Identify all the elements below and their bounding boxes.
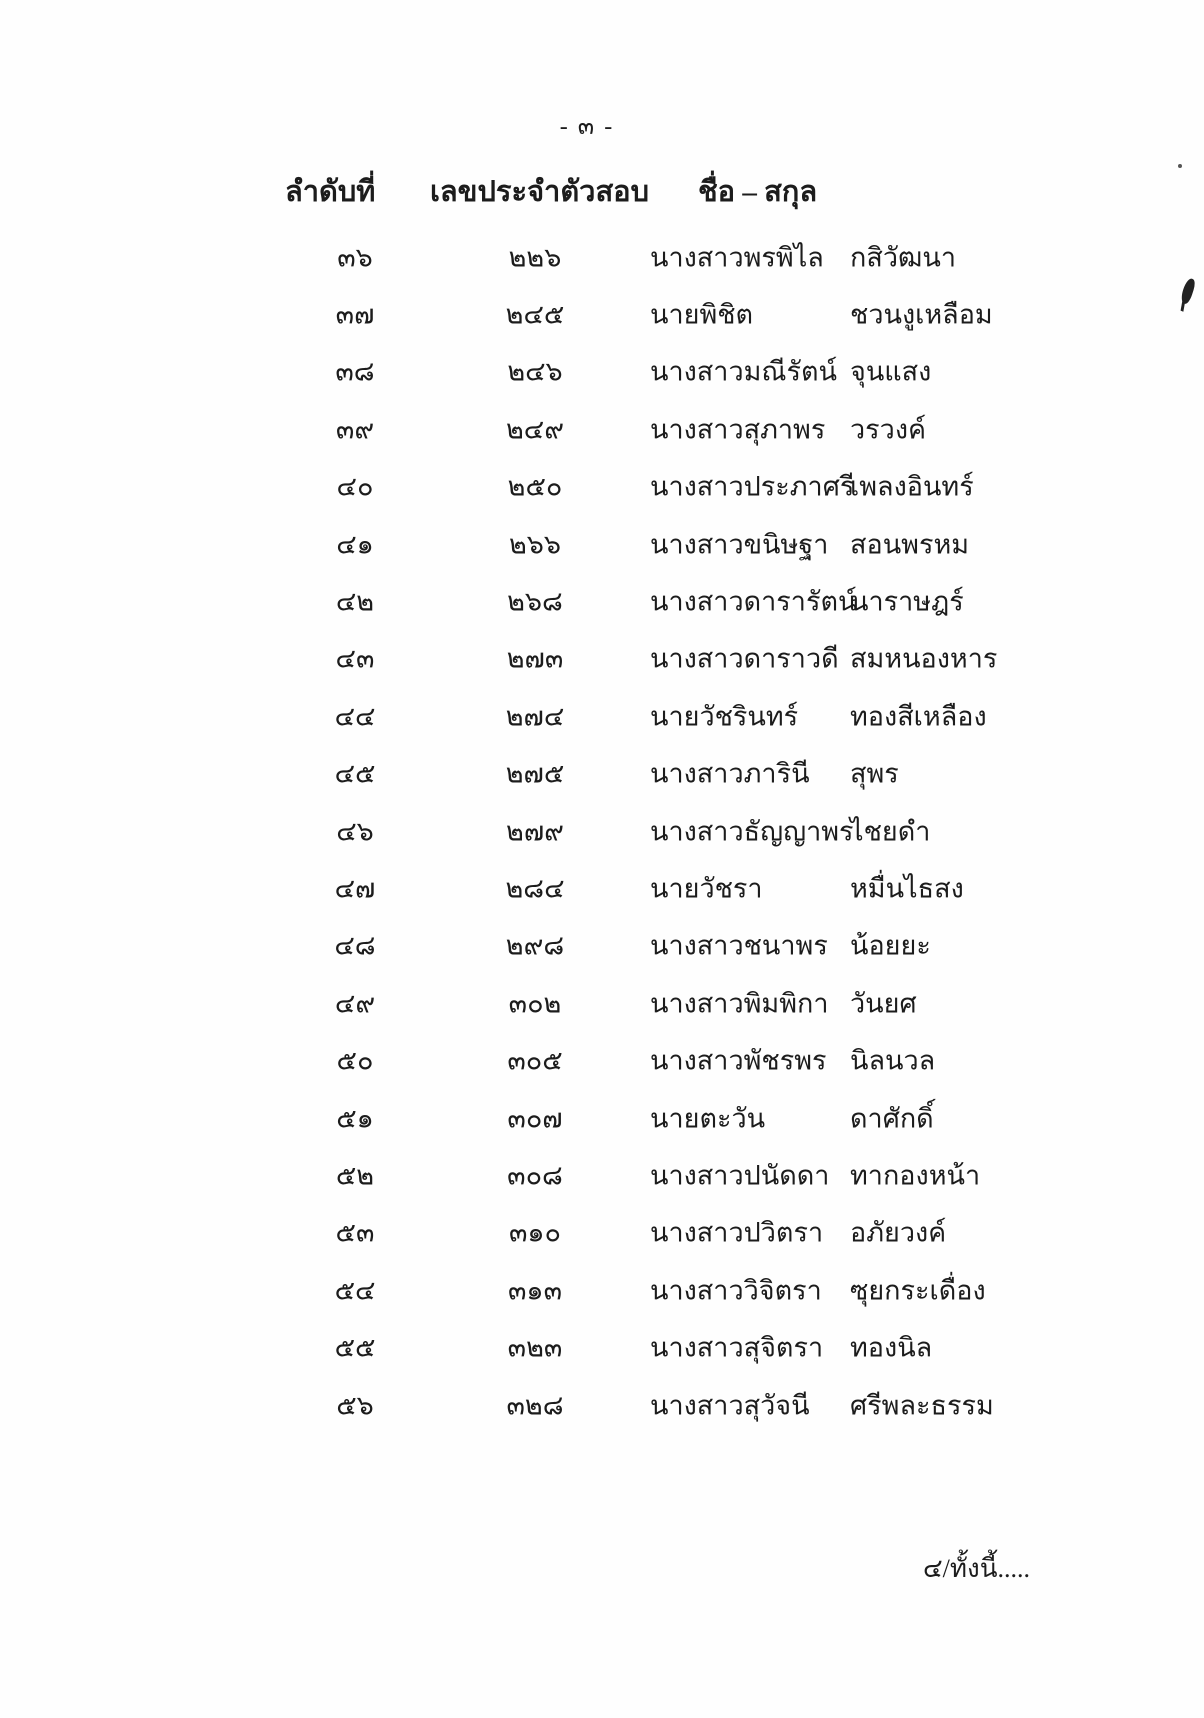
- first-name-cell: นางสาวชนาพร: [650, 930, 828, 961]
- table-row: [0, 802, 1204, 859]
- first-name-cell: นางสาวสุจิตรา: [650, 1332, 824, 1363]
- table-row: [0, 1204, 1204, 1261]
- last-name-cell: จุนแสง: [850, 356, 932, 387]
- last-name-cell: สมหนองหาร: [850, 643, 998, 674]
- first-name-cell: นางสาวดารารัตน์: [650, 586, 857, 617]
- exam-id-cell: ๒๗๓: [506, 643, 564, 674]
- exam-id-cell: ๒๘๔: [505, 873, 565, 904]
- table-row: [0, 1261, 1204, 1318]
- first-name-cell: นายวัชรา: [650, 873, 763, 904]
- table-row: [0, 1376, 1204, 1433]
- table-row: [0, 343, 1204, 400]
- last-name-cell: ทองนิล: [850, 1332, 933, 1363]
- exam-id-cell: ๒๖๘: [507, 586, 563, 617]
- exam-id-cell: ๒๔๖: [507, 356, 563, 387]
- seq-number-cell: ๔๒: [335, 586, 375, 617]
- table-row: [0, 630, 1204, 687]
- candidate-list: [0, 228, 1204, 1433]
- first-name-cell: นางสาวมณีรัตน์: [650, 356, 837, 387]
- table-row: [0, 974, 1204, 1031]
- seq-number-cell: ๔๔: [334, 701, 376, 732]
- table-row: [0, 1031, 1204, 1088]
- table-row: [0, 228, 1204, 285]
- first-name-cell: นางสาวปนัดดา: [650, 1160, 830, 1191]
- exam-id-cell: ๒๒๖: [508, 242, 562, 273]
- first-name-cell: นางสาวประภาศรี: [650, 471, 855, 502]
- seq-number-cell: ๔๐: [336, 471, 374, 502]
- table-row: [0, 458, 1204, 515]
- first-name-cell: นางสาวพัชรพร: [650, 1045, 827, 1076]
- last-name-cell: ชวนงูเหลือม: [850, 299, 993, 330]
- header-exam-id: เลขประจำตัวสอบ: [430, 176, 649, 208]
- seq-number-cell: ๕๕: [334, 1332, 376, 1363]
- exam-id-cell: ๒๕๐: [507, 471, 563, 502]
- first-name-cell: นางสาววิจิตรา: [650, 1275, 822, 1306]
- table-row: [0, 515, 1204, 572]
- last-name-cell: อภัยวงค์: [850, 1217, 947, 1248]
- last-name-cell: ไชยดำ: [850, 816, 931, 847]
- exam-id-cell: ๓๑๐: [508, 1217, 562, 1248]
- exam-id-cell: ๓๒๓: [507, 1332, 563, 1363]
- header-name-surname: ชื่อ – สกุล: [698, 176, 818, 208]
- seq-number-cell: ๔๓: [335, 643, 375, 674]
- table-row: [0, 745, 1204, 802]
- first-name-cell: นางสาวภารินี: [650, 758, 810, 789]
- table-row: [0, 400, 1204, 457]
- seq-number-cell: ๓๖: [337, 242, 373, 273]
- exam-id-cell: ๓๐๒: [508, 988, 562, 1019]
- header-seq-number: ลำดับที่: [285, 176, 376, 208]
- last-name-cell: ซุยกระเดื่อง: [850, 1275, 986, 1306]
- seq-number-cell: ๔๙: [334, 988, 376, 1019]
- table-row: [0, 917, 1204, 974]
- seq-number-cell: ๕๔: [334, 1275, 376, 1306]
- seq-number-cell: ๔๖: [336, 816, 374, 847]
- first-name-cell: นางสาวสุภาพร: [650, 414, 826, 445]
- last-name-cell: วันยศ: [850, 988, 917, 1019]
- seq-number-cell: ๔๑: [336, 529, 374, 560]
- first-name-cell: นายตะวัน: [650, 1103, 766, 1134]
- exam-id-cell: ๒๔๙: [505, 414, 564, 445]
- last-name-cell: ศรีพละธรรม: [850, 1390, 994, 1420]
- first-name-cell: นายพิชิต: [650, 299, 754, 330]
- seq-number-cell: ๕๓: [335, 1217, 375, 1248]
- last-name-cell: นาราษฎร์: [850, 586, 964, 617]
- seq-number-cell: ๕๐: [336, 1045, 374, 1076]
- exam-id-cell: ๒๔๕: [505, 299, 565, 330]
- exam-id-cell: ๓๑๓: [507, 1275, 563, 1306]
- first-name-cell: นายวัชรินทร์: [650, 701, 799, 732]
- first-name-cell: นางสาวธัญญาพร: [650, 816, 854, 847]
- exam-id-cell: ๓๐๗: [507, 1103, 563, 1134]
- first-name-cell: นางสาวสุวัจนี: [650, 1390, 810, 1420]
- table-row: [0, 285, 1204, 342]
- last-name-cell: ทากองหน้า: [850, 1160, 981, 1191]
- page-number: - ๓ -: [559, 114, 615, 140]
- seq-number-cell: ๓๘: [335, 356, 375, 387]
- continuation-mark: ๔/ทั้งนี้.....: [922, 1554, 1030, 1583]
- table-row: [0, 1318, 1204, 1375]
- first-name-cell: นางสาวพรพิไล: [650, 242, 824, 273]
- exam-id-cell: ๓๒๘: [506, 1390, 564, 1420]
- exam-id-cell: ๒๙๘: [505, 930, 565, 961]
- table-row: [0, 687, 1204, 744]
- seq-number-cell: ๓๙: [335, 414, 375, 445]
- last-name-cell: น้อยยะ: [850, 930, 931, 961]
- last-name-cell: วรวงค์: [850, 414, 927, 445]
- seq-number-cell: ๔๘: [334, 930, 376, 961]
- first-name-cell: นางสาวขนิษฐา: [650, 529, 829, 560]
- exam-id-cell: ๓๐๕: [507, 1045, 563, 1076]
- table-header-row: [0, 168, 1204, 208]
- last-name-cell: เพลงอินทร์: [850, 471, 974, 502]
- exam-id-cell: ๒๗๙: [506, 816, 564, 847]
- table-row: [0, 1146, 1204, 1203]
- first-name-cell: นางสาวปวิตรา: [650, 1217, 824, 1248]
- last-name-cell: สอนพรหม: [850, 529, 970, 560]
- ink-speck-icon: [1178, 164, 1182, 168]
- exam-id-cell: ๒๗๕: [505, 758, 565, 789]
- last-name-cell: สุพร: [850, 758, 899, 789]
- seq-number-cell: ๔๗: [334, 873, 376, 904]
- exam-id-cell: ๓๐๘: [507, 1160, 563, 1191]
- last-name-cell: ดาศักดิ์: [850, 1103, 934, 1134]
- last-name-cell: ทองสีเหลือง: [850, 701, 987, 732]
- table-row: [0, 859, 1204, 916]
- table-row: [0, 1089, 1204, 1146]
- seq-number-cell: ๕๑: [336, 1103, 374, 1134]
- last-name-cell: นิลนวล: [850, 1045, 936, 1076]
- seq-number-cell: ๕๖: [336, 1390, 374, 1420]
- last-name-cell: หมื่นไธสง: [850, 873, 964, 904]
- first-name-cell: นางสาวพิมพิกา: [650, 988, 829, 1019]
- seq-number-cell: ๕๒: [335, 1160, 375, 1191]
- table-row: [0, 572, 1204, 629]
- first-name-cell: นางสาวดาราวดี: [650, 643, 839, 674]
- exam-id-cell: ๒๖๖: [508, 529, 562, 560]
- seq-number-cell: ๔๕: [334, 758, 376, 789]
- last-name-cell: กสิวัฒนา: [850, 242, 956, 273]
- seq-number-cell: ๓๗: [335, 299, 375, 330]
- exam-id-cell: ๒๗๔: [505, 701, 565, 732]
